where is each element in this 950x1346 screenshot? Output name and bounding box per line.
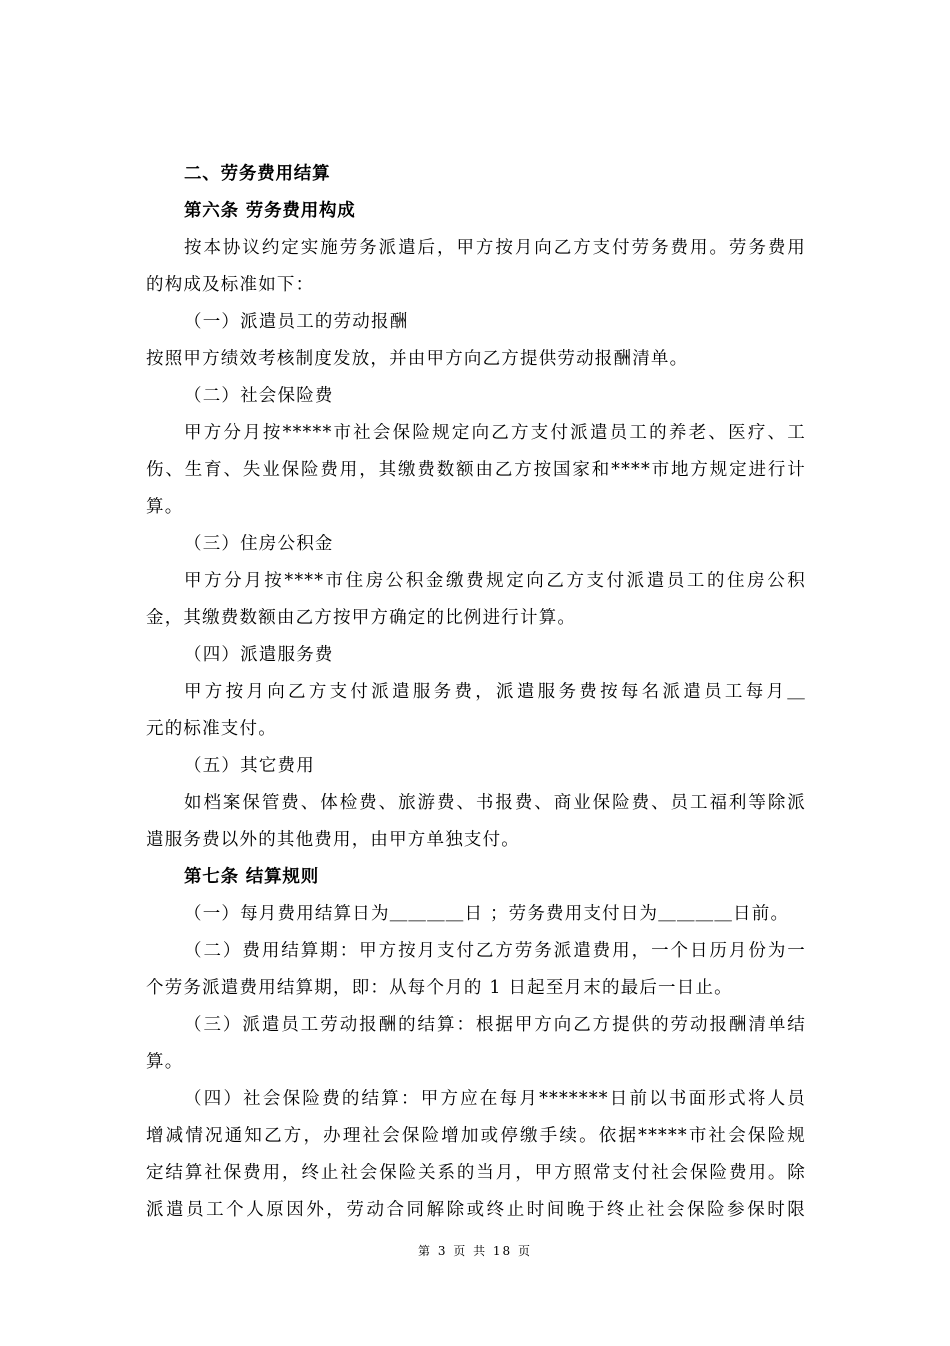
text-line: （一）派遣员工的劳动报酬 xyxy=(184,312,409,332)
text-line: 定结算社保费用，终止社会保险关系的当月，甲方照常支付社会保险费用。除 xyxy=(146,1163,806,1183)
text-line: （四）派遣服务费 xyxy=(184,645,334,665)
text-line: （二）社会保险费 xyxy=(184,386,334,406)
text-line: 的构成及标准如下： xyxy=(146,275,315,295)
text-line: 第六条 劳务费用构成 xyxy=(184,201,356,221)
text-line: 元的标准支付。 xyxy=(146,719,277,739)
text-line: 算。 xyxy=(146,1052,184,1072)
text-line: （一）每月费用结算日为＿＿＿＿日 ；劳务费用支付日为＿＿＿＿日前。 xyxy=(184,904,790,924)
text-line: 遣服务费以外的其他费用，由甲方单独支付。 xyxy=(146,830,520,850)
text-line: 按本协议约定实施劳务派遣后，甲方按月向乙方支付劳务费用。劳务费用 xyxy=(184,238,806,258)
text-line: 伤、生育、失业保险费用，其缴费数额由乙方按国家和****市地方规定进行计 xyxy=(146,460,806,480)
text-line: 按照甲方绩效考核制度发放，并由甲方向乙方提供劳动报酬清单。 xyxy=(146,349,689,369)
text-line: 甲方分月按*****市社会保险规定向乙方支付派遣员工的养老、医疗、工 xyxy=(184,423,806,443)
text-line: 如档案保管费、体检费、旅游费、书报费、商业保险费、员工福利等除派 xyxy=(184,793,806,813)
text-line: （四）社会保险费的结算：甲方应在每月*******日前以书面形式将人员 xyxy=(184,1089,806,1109)
text-line: 甲方按月向乙方支付派遣服务费，派遣服务费按每名派遣员工每月＿ xyxy=(184,682,806,702)
text-line: 金，其缴费数额由乙方按甲方确定的比例进行计算。 xyxy=(146,608,577,628)
text-line: 派遣员工个人原因外，劳动合同解除或终止时间晚于终止社会保险参保时限 xyxy=(146,1200,806,1220)
text-line: （三）住房公积金 xyxy=(184,534,334,554)
document-body xyxy=(146,156,806,1229)
text-line: 第七条 结算规则 xyxy=(184,867,319,887)
page-footer: 第 3 页 共 18 页 xyxy=(418,1244,532,1258)
text-line: （二）费用结算期：甲方按月支付乙方劳务派遣费用，一个日历月份为一 xyxy=(184,941,806,961)
text-line: 个劳务派遣费用结算期，即：从每个月的 1 日起至月末的最后一日止。 xyxy=(146,978,733,998)
text-line: 增减情况通知乙方，办理社会保险增加或停缴手续。依据*****市社会保险规 xyxy=(146,1126,806,1146)
text-line: （三）派遣员工劳动报酬的结算：根据甲方向乙方提供的劳动报酬清单结 xyxy=(184,1015,806,1035)
text-line: 甲方分月按****市住房公积金缴费规定向乙方支付派遣员工的住房公积 xyxy=(184,571,806,591)
text-line: 算。 xyxy=(146,497,184,517)
text-line: （五）其它费用 xyxy=(184,756,315,776)
text-line: 二、劳务费用结算 xyxy=(184,164,331,184)
